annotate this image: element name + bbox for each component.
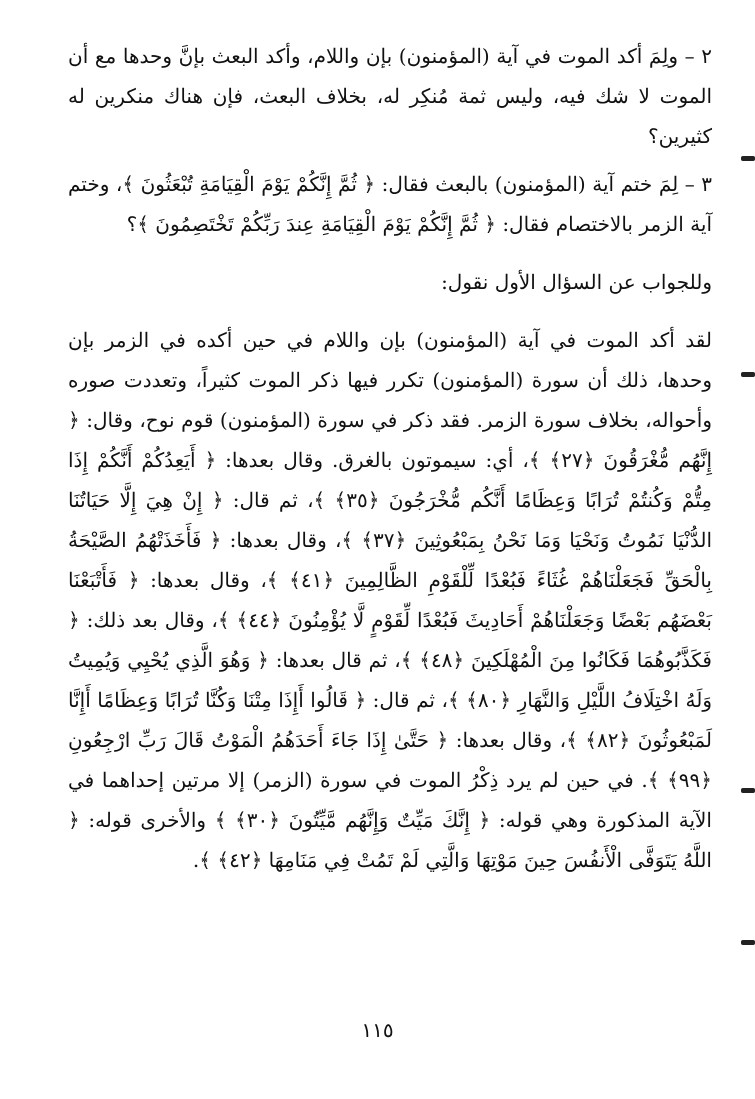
page-number: ١١٥ [361,1018,394,1042]
margin-mark [741,156,755,161]
margin-mark [741,372,755,377]
question-2: ٢ – ولِمَ أكد الموت في آية (المؤمنون) بإن واللام، وأكد البعث بإنَّ وحدها مع أن الموت لا شك فيه، وليس ثمة مُنكِر له، بخلاف البعث، فإن هناك منكرين له كثيرين؟ [68,44,712,148]
margin-mark [741,940,755,945]
answer-intro: وللجواب عن السؤال الأول نقول: [441,270,712,294]
margin-mark [741,788,755,793]
question-3: ٣ – لِمَ ختم آية (المؤمنون) بالبعث فقال: ﴿ ثُمَّ إِنَّكُمْ يَوْمَ الْقِيَامَةِ تُبْعَثُونَ ﴾، وختم آية الزمر بالاختصام فقال: ﴿ ثُمَّ إِنَّكُمْ يَوْمَ الْقِيَامَةِ عِندَ رَبِّكُمْ تَخْتَصِمُونَ ﴾؟ [68,172,712,236]
page-body [68,36,712,888]
answer-body: لقد أكد الموت في آية (المؤمنون) بإن واللام في حين أكده في الزمر بإن وحدها، ذلك أن سورة (المؤمنون) تكرر فيها ذكر الموت كثيراً، وتعددت صوره وأحواله، بخلاف سورة الزمر. فقد ذكر في سورة (المؤمنون) قوم نوح، وقال: ﴿ إِنَّهُم مُّغْرَقُونَ ﴿٢٧﴾ ﴾، أي: سيموتون بالغرق. وقال بعدها: ﴿ أَيَعِدُكُمْ أَنَّكُمْ إِذَا مِتُّمْ وَكُنتُمْ تُرَابًا وَعِظَامًا أَنَّكُم مُّخْرَجُونَ ﴿٣٥﴾ ﴾، ثم قال: ﴿ إِنْ هِيَ إِلَّا حَيَاتُنَا الدُّنْيَا نَمُوتُ وَنَحْيَا وَمَا نَحْنُ بِمَبْعُوثِينَ ﴿٣٧﴾ ﴾، وقال بعدها: ﴿ فَأَخَذَتْهُمُ الصَّيْحَةُ بِالْحَقِّ فَجَعَلْنَاهُمْ غُثَاءً فَبُعْدًا لِّلْقَوْمِ الظَّالِمِينَ ﴿٤١﴾ ﴾، وقال بعدها: ﴿ فَأَتْبَعْنَا بَعْضَهُم بَعْضًا وَجَعَلْنَاهُمْ أَحَادِيثَ فَبُعْدًا لِّقَوْمٍ لَّا يُؤْمِنُونَ ﴿٤٤﴾ ﴾، وقال بعد ذلك: ﴿ فَكَذَّبُوهُمَا فَكَانُوا مِنَ الْمُهْلَكِينَ ﴿٤٨﴾ ﴾، ثم قال بعدها: ﴿ وَهُوَ الَّذِي يُحْيِي وَيُمِيتُ وَلَهُ اخْتِلَافُ اللَّيْلِ وَالنَّهَارِ ﴿٨٠﴾ ﴾، ثم قال: ﴿ قَالُوا أَإِذَا مِتْنَا وَكُنَّا تُرَابًا وَعِظَامًا أَإِنَّا لَمَبْعُوثُونَ ﴿٨٢﴾ ﴾، وقال بعدها: ﴿ حَتَّىٰ إِذَا جَاءَ أَحَدَهُمُ الْمَوْتُ قَالَ رَبِّ ارْجِعُونِ ﴿٩٩﴾ ﴾. في حين لم يرد ذِكْرُ الموت في سورة (الزمر) إلا مرتين إحداهما في الآية المذكورة وهي قوله: ﴿ إِنَّكَ مَيِّتٌ وَإِنَّهُم مَّيِّتُونَ ﴿٣٠﴾ ﴾ والأخرى قوله: ﴿ اللَّهُ يَتَوَفَّى الْأَنفُسَ حِينَ مَوْتِهَا وَالَّتِي لَمْ تَمُتْ فِي مَنَامِهَا ﴿٤٢﴾ ﴾. [68,328,713,872]
